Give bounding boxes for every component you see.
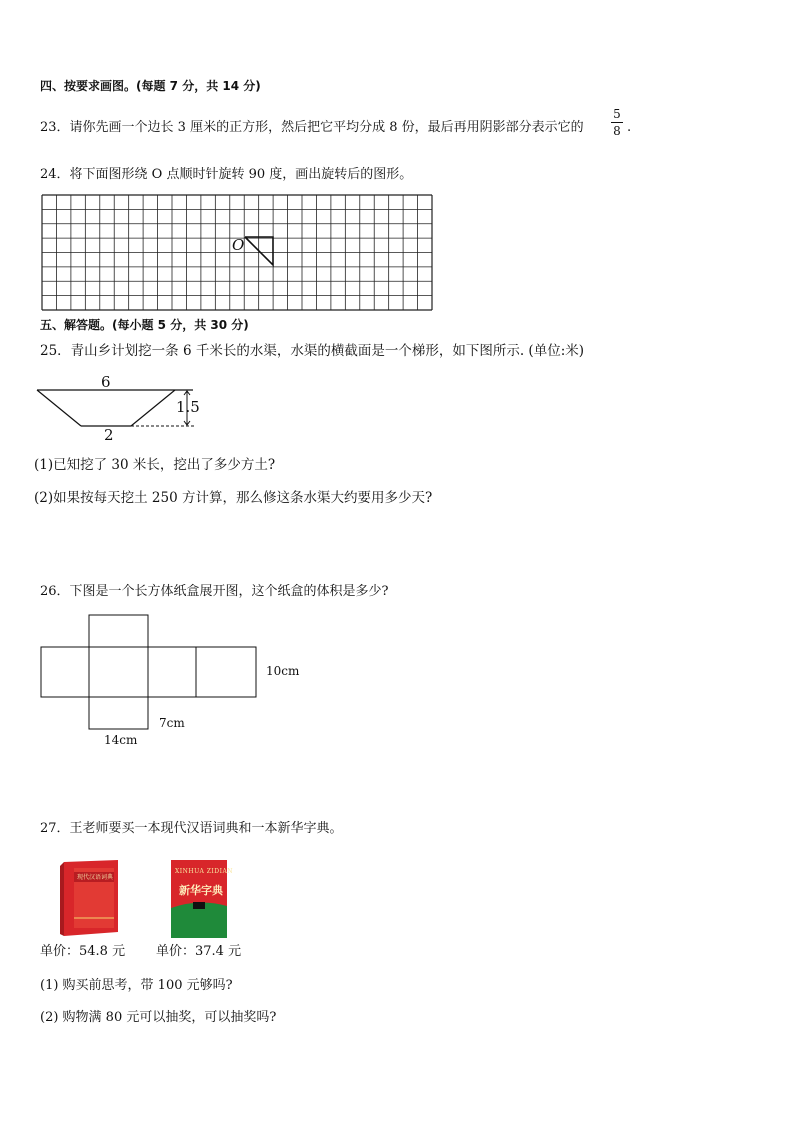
xinhua-title: 新华字典 bbox=[179, 884, 223, 897]
q26-text: 26．下图是一个长方体纸盒展开图，这个纸盒的体积是多少? bbox=[40, 584, 389, 599]
q23-frac-num: 5 bbox=[613, 107, 621, 121]
q27-text: 27．王老师要买一本现代汉语词典和一本新华字典。 bbox=[40, 821, 343, 836]
box-length-label: 14cm bbox=[104, 733, 138, 747]
rotation-shape bbox=[245, 237, 277, 269]
dictionary-image bbox=[60, 858, 122, 938]
xinhua-dictionary-image bbox=[171, 860, 234, 938]
box-height-label: 10cm bbox=[266, 664, 300, 678]
q23-fraction bbox=[611, 107, 623, 138]
q25-text: 25．青山乡计划挖一条 6 千米长的水渠，水渠的横截面是一个梯形，如下图所示. (单位:米) bbox=[40, 343, 585, 359]
trapezoid-height-label: 1.5 bbox=[176, 398, 200, 416]
q25-part1: (1)已知挖了 30 米长，挖出了多少方土? bbox=[34, 457, 276, 473]
q24-text: 24．将下面图形绕 O 点顺时针旋转 90 度，画出旋转后的图形。 bbox=[40, 167, 413, 182]
price-xinhua: 单价：37.4 元 bbox=[156, 944, 242, 959]
price-dictionary: 单价：54.8 元 bbox=[40, 944, 126, 959]
xinhua-pinyin: XINHUA ZIDIAN bbox=[175, 868, 234, 875]
q27-part1: (1) 购买前思考，带 100 元够吗? bbox=[40, 978, 233, 993]
trapezoid-bottom-label: 2 bbox=[104, 426, 114, 444]
point-o-label: O bbox=[232, 236, 245, 254]
q23-text: 23．请你先画一个边长 3 厘米的正方形，然后把它平均分成 8 份，最后再用阴影部分表示它的 bbox=[40, 120, 584, 135]
trapezoid-top-label: 6 bbox=[101, 373, 111, 391]
dictionary-title: 现代汉语词典 bbox=[77, 874, 114, 881]
q27-part2: (2) 购物满 80 元可以抽奖，可以抽奖吗? bbox=[40, 1010, 277, 1025]
box-net-figure bbox=[40, 614, 260, 732]
q25-part2: (2)如果按每天挖土 250 方计算，那么修这条水渠大约要用多少天? bbox=[34, 490, 433, 506]
q23-end: . bbox=[627, 120, 632, 135]
box-width-label: 7cm bbox=[159, 716, 185, 730]
section-4-heading: 四、按要求画图。(每题 7 分，共 14 分) bbox=[40, 79, 261, 93]
q23-frac-den: 8 bbox=[613, 124, 621, 138]
section-5-heading: 五、解答题。(每小题 5 分，共 30 分) bbox=[40, 318, 249, 332]
